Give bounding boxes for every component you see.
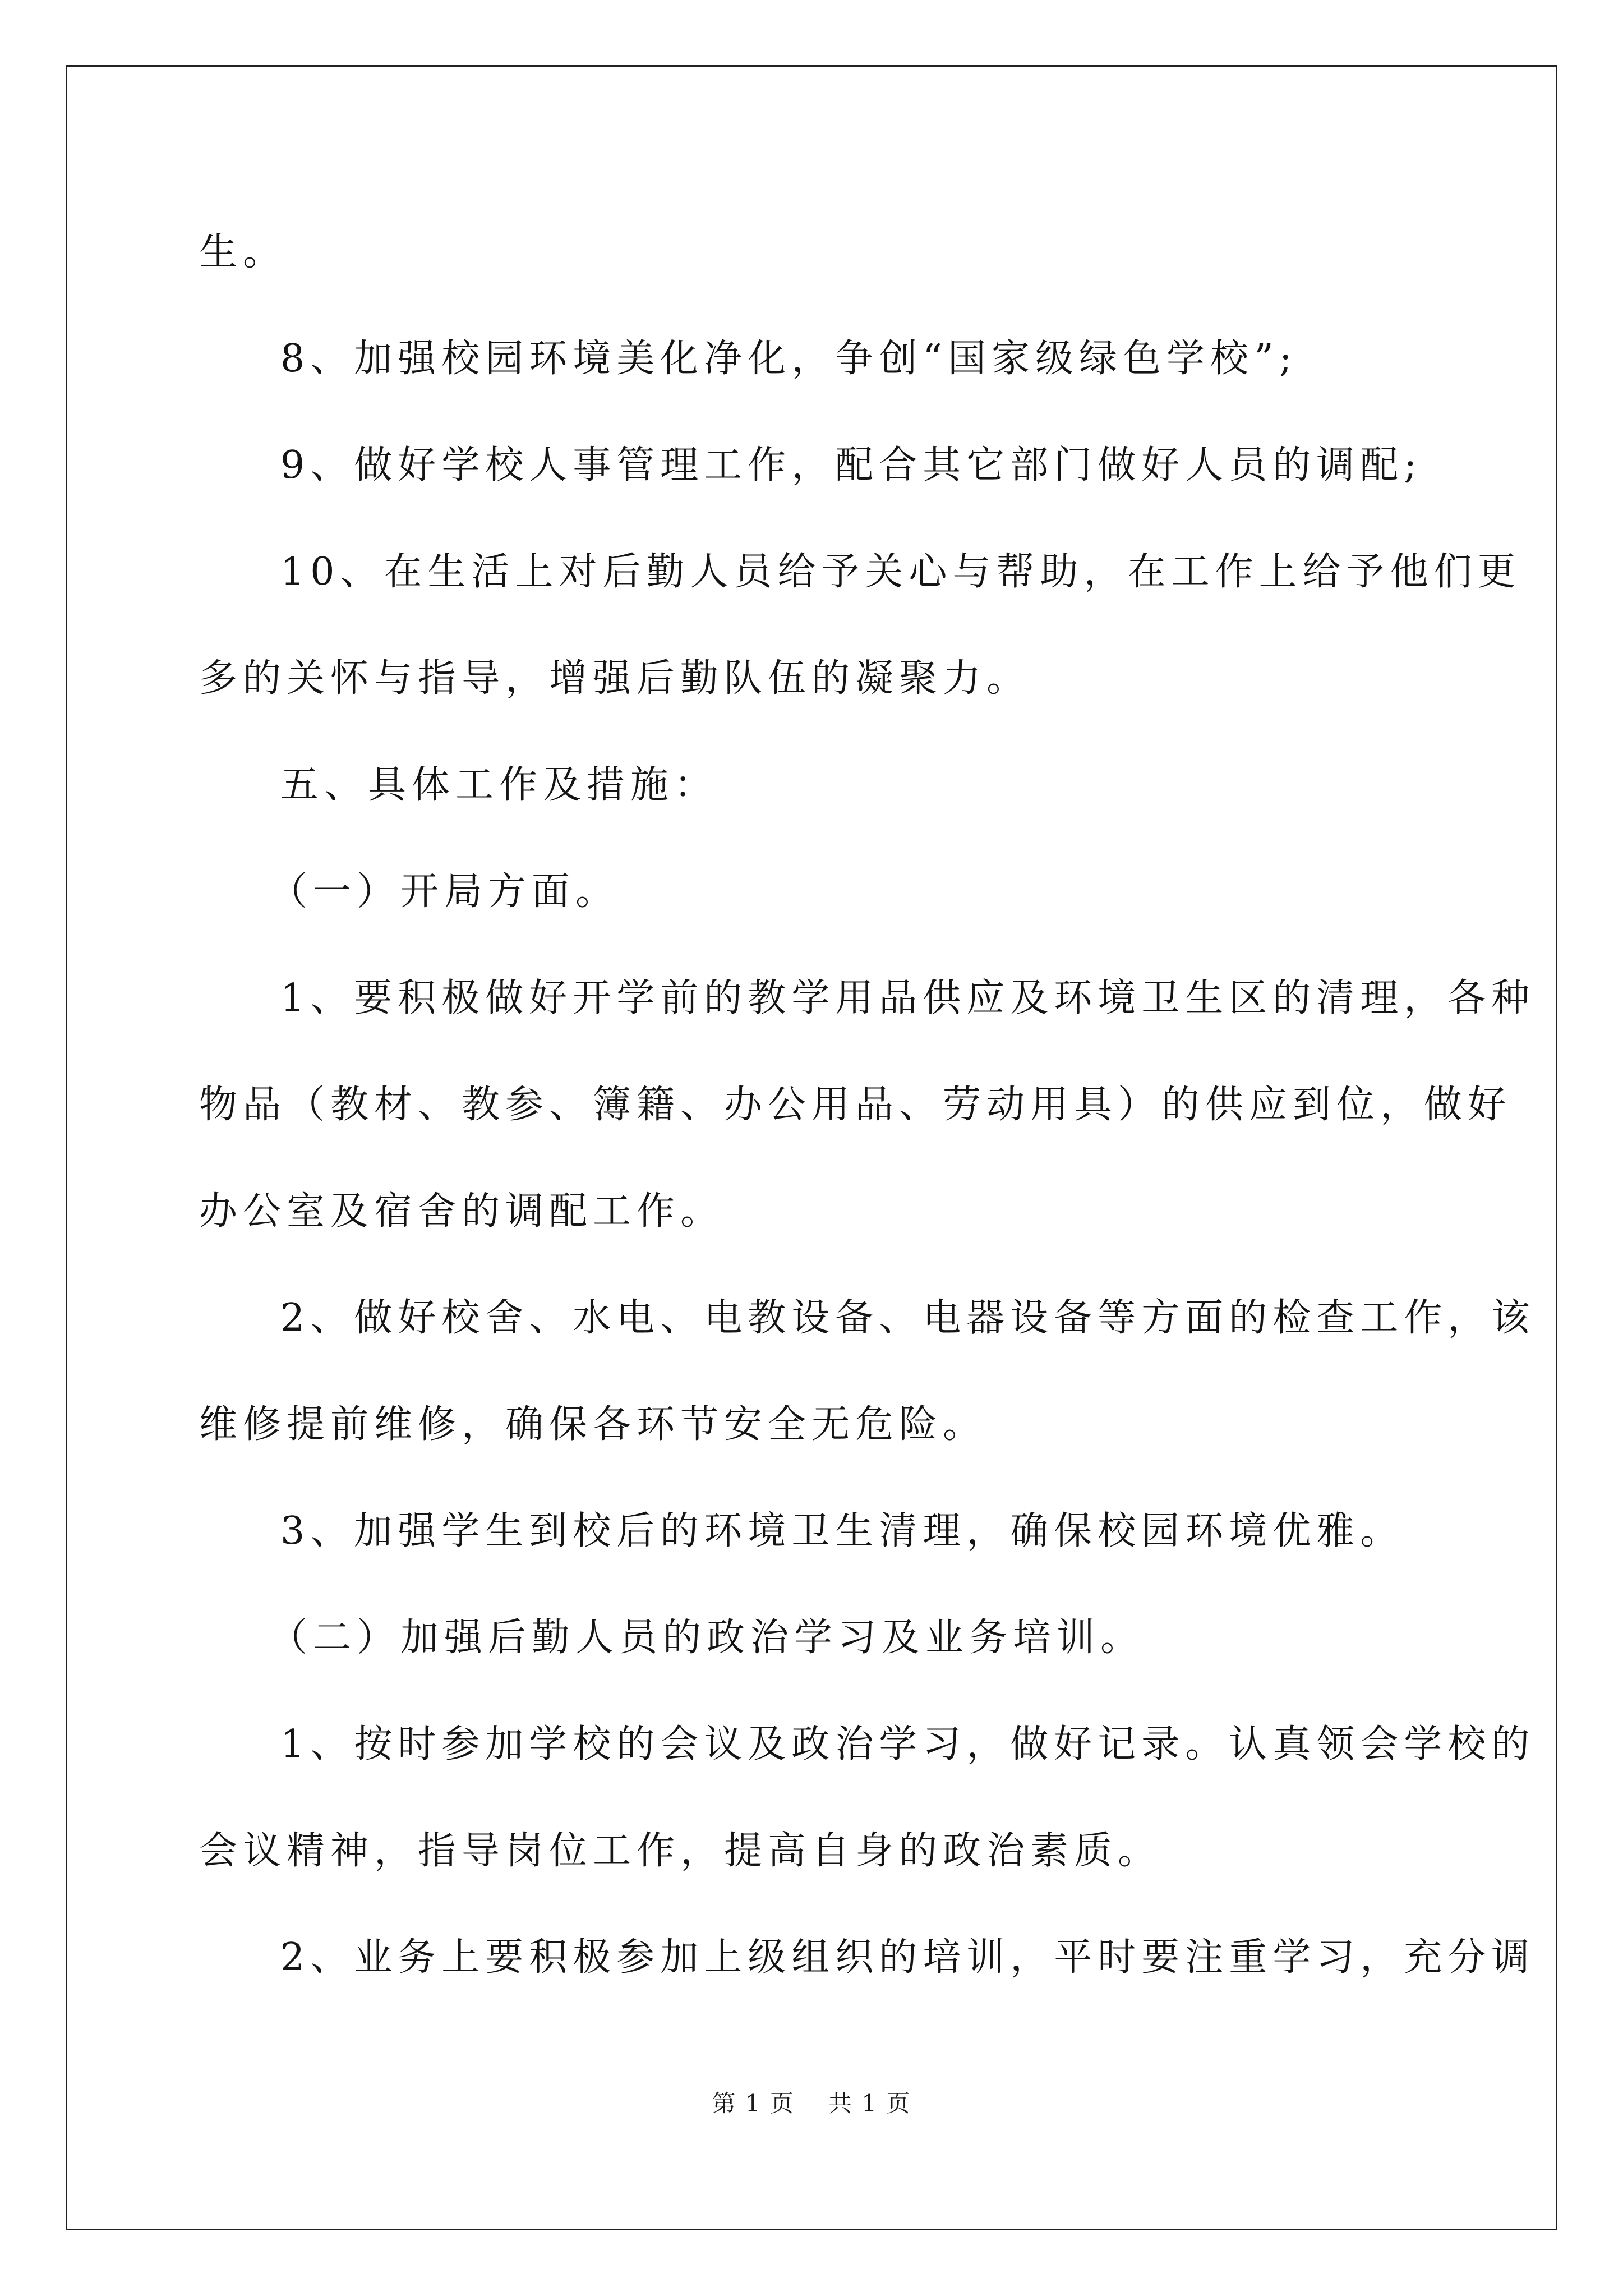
text-line: 2、业务上要积极参加上级组织的培训，平时要注重学习，充分调 [280,1935,1536,1980]
text-line: 多的关怀与指导，增强后勤队伍的凝聚力。 [199,656,1031,701]
text-line: 9、做好学校人事管理工作，配合其它部门做好人员的调配; [280,443,1423,487]
subsection-heading: （二）加强后勤人员的政治学习及业务培训。 [269,1616,1145,1660]
text-line: 生。 [199,230,287,274]
text-line: 办公室及宿舍的调配工作。 [199,1189,725,1234]
subsection-heading: （一）开局方面。 [269,869,620,914]
text-line: 8、加强校园环境美化净化，争创“国家级绿色学校”; [280,337,1298,381]
text-line: 会议精神，指导岗位工作，提高自身的政治素质。 [199,1829,1162,1873]
page-count: 共 1 页 [828,2090,911,2117]
text-line: 物品（教材、教参、簿籍、办公用品、劳动用具）的供应到位，做好 [199,1083,1512,1127]
text-line: 2、做好校舍、水电、电教设备、电器设备等方面的检查工作，该 [280,1296,1536,1340]
text-line: 1、按时参加学校的会议及政治学习，做好记录。认真领会学校的 [280,1722,1536,1766]
text-line: 1、要积极做好开学前的教学用品供应及环境卫生区的清理，各种 [280,976,1536,1020]
page-border [66,65,1557,2230]
text-line: 维修提前维修，确保各环节安全无危险。 [199,1402,987,1447]
page-footer [0,2087,1623,2120]
section-heading: 五、具体工作及措施： [280,763,718,807]
page-number: 第 1 页 [712,2090,795,2117]
text-line: 3、加强学生到校后的环境卫生清理，确保校园环境优雅。 [280,1509,1404,1553]
text-line: 10、在生活上对后勤人员给予关心与帮助，在工作上给予他们更 [280,550,1521,594]
